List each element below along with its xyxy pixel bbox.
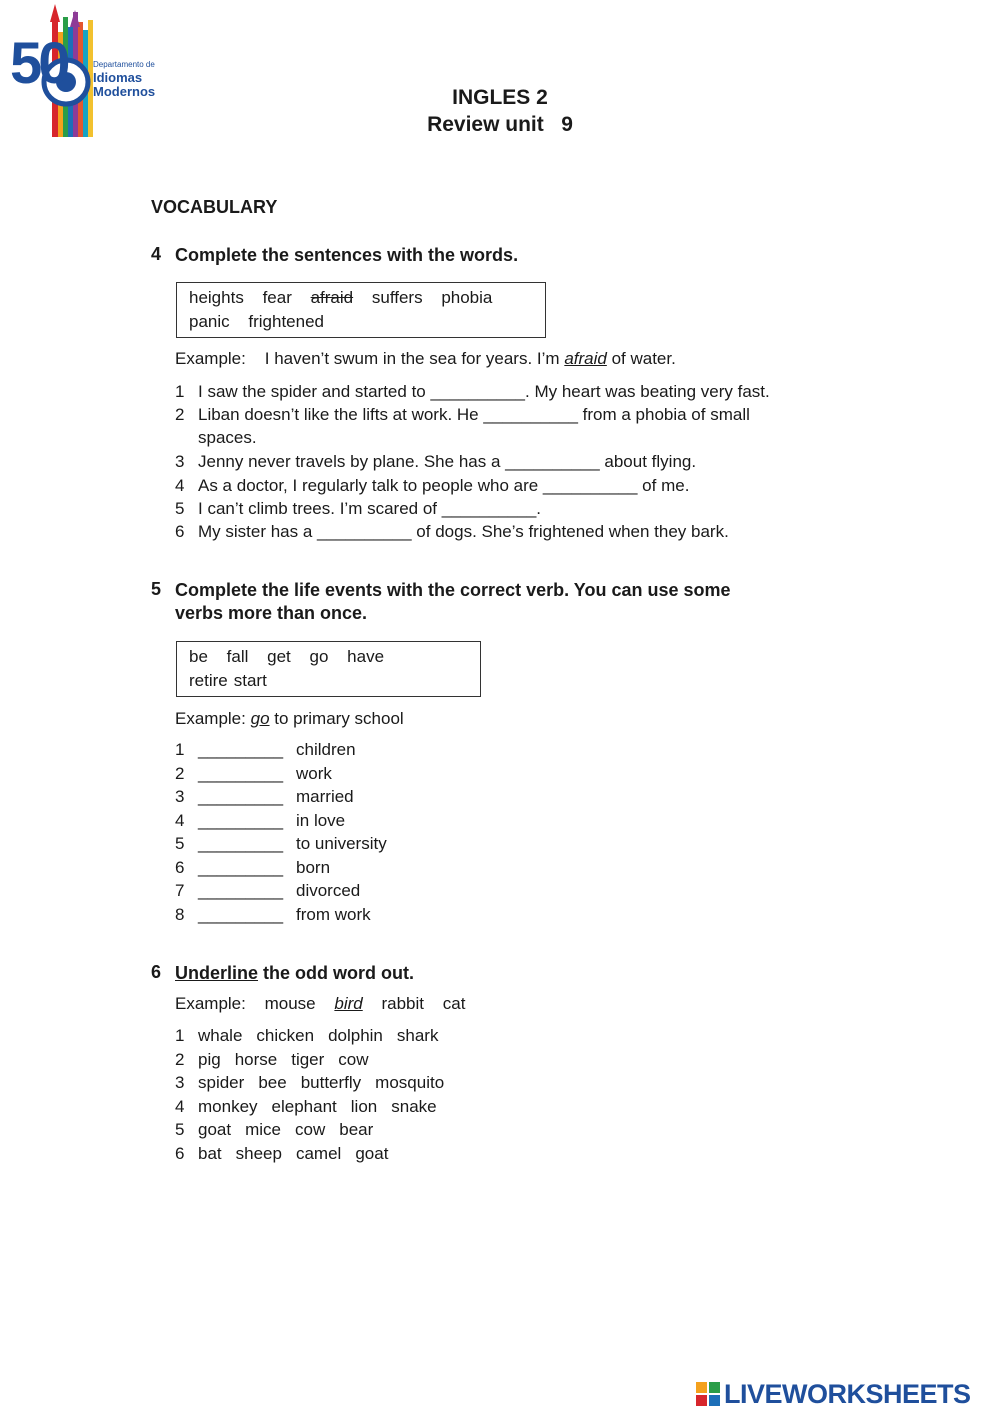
odd-word-option[interactable]: lion [350, 1097, 378, 1116]
item-number: 7 [175, 881, 185, 900]
item-number: 6 [175, 1144, 185, 1163]
q6-item-3 [198, 1073, 458, 1093]
logo-number: 50 [10, 31, 67, 96]
item-number: 1 [175, 382, 185, 401]
odd-word-option[interactable]: bear [339, 1120, 374, 1139]
item-number: 4 [175, 476, 185, 495]
word-chip: retire [189, 671, 228, 690]
q4-item-4: As a doctor, I regularly talk to people who are __________ of me. [198, 476, 690, 495]
page-subtitle: Review unit 9 [427, 113, 573, 136]
item-number: 1 [175, 1026, 185, 1045]
odd-word-option[interactable]: whale [198, 1026, 243, 1045]
word-chip: have [347, 647, 385, 666]
example-word: mouse [264, 994, 316, 1013]
odd-word-option[interactable]: bee [258, 1073, 287, 1092]
q5-item-2: work [296, 764, 332, 783]
odd-word-option[interactable]: butterfly [300, 1073, 362, 1092]
q6-item-4 [198, 1097, 451, 1117]
odd-word-option[interactable]: mice [245, 1120, 281, 1139]
example-label: Example: [175, 709, 246, 728]
brand-icon [696, 1382, 720, 1406]
odd-word-option[interactable]: elephant [271, 1097, 337, 1116]
q4-item-2-cont: spaces. [198, 428, 257, 447]
q5-box-row2 [189, 669, 468, 693]
q5-box-row1 [189, 645, 468, 669]
answer-blank[interactable]: _________ [198, 787, 284, 806]
example-word: cat [442, 994, 466, 1013]
item-number: 4 [175, 811, 185, 830]
q5-item-8: from work [296, 905, 371, 924]
answer-blank[interactable]: _________ [198, 811, 284, 830]
q4-word-box [176, 282, 546, 338]
odd-word-option[interactable]: goat [198, 1120, 232, 1139]
odd-word-option[interactable]: tiger [291, 1050, 325, 1069]
example-text: I haven’t swum in the sea for years. I’m [264, 349, 560, 368]
odd-word-option[interactable]: cow [338, 1050, 369, 1069]
q4-box-row2 [189, 310, 533, 334]
example-label: Example: [175, 994, 246, 1013]
q4-item-1: I saw the spider and started to __________. My heart was beating very fast. [198, 382, 770, 401]
example-label: Example: [175, 349, 246, 368]
answer-blank[interactable]: _________ [198, 858, 284, 877]
odd-word-option[interactable]: horse [234, 1050, 278, 1069]
q6-instruction [175, 962, 414, 985]
q4-item-2: Liban doesn’t like the lifts at work. He __________ from a phobia of small [198, 405, 750, 424]
q4-example [175, 349, 676, 369]
q6-number: 6 [151, 962, 162, 982]
item-number: 2 [175, 405, 185, 424]
q5-item-7: divorced [296, 881, 361, 900]
example-answer: afraid [564, 349, 607, 368]
q5-item-5: to university [296, 834, 387, 853]
brand-text: LIVEWORKSHEETS [724, 1378, 971, 1409]
q6-instruction-rest: the odd word out. [263, 963, 415, 983]
item-number: 6 [175, 522, 185, 541]
page-title: INGLES 2 [452, 86, 548, 109]
q5-instruction-2: verbs more than once. [175, 603, 368, 623]
example-text: to primary school [274, 709, 404, 728]
q6-item-1 [198, 1026, 452, 1046]
word-chip: start [233, 671, 267, 690]
word-chip: frightened [248, 312, 324, 331]
word-chip: go [309, 647, 329, 666]
q5-item-6: born [296, 858, 331, 877]
item-number: 5 [175, 499, 185, 518]
odd-word-option[interactable]: cow [295, 1120, 326, 1139]
item-number: 3 [175, 787, 185, 806]
q4-item-3: Jenny never travels by plane. She has a __________ about flying. [198, 452, 697, 471]
word-chip-used: afraid [310, 288, 354, 307]
odd-word-option[interactable]: camel [295, 1144, 342, 1163]
odd-word-option[interactable]: spider [198, 1073, 245, 1092]
word-chip: fear [262, 288, 292, 307]
item-number: 5 [175, 834, 185, 853]
odd-word-option[interactable]: dolphin [328, 1026, 383, 1045]
liveworksheets-brand [696, 1377, 971, 1411]
answer-blank[interactable]: _________ [198, 834, 284, 853]
q5-item-1: children [296, 740, 356, 759]
answer-blank[interactable]: _________ [198, 740, 284, 759]
q4-instruction: Complete the sentences with the words. [175, 245, 519, 265]
q4-item-5: I can’t climb trees. I’m scared of __________. [198, 499, 542, 518]
example-answer: bird [334, 994, 363, 1013]
word-chip: suffers [371, 288, 423, 307]
q5-item-4: in love [296, 811, 346, 830]
q4-box-row1 [189, 286, 533, 310]
item-number: 3 [175, 452, 185, 471]
q5-number: 5 [151, 579, 162, 599]
q5-item-3: married [296, 787, 354, 806]
logo-line2: Modernos [93, 84, 156, 99]
answer-blank[interactable]: _________ [198, 764, 284, 783]
word-chip: fall [226, 647, 249, 666]
q6-example [175, 994, 479, 1014]
item-number: 5 [175, 1120, 185, 1139]
odd-word-option[interactable]: mosquito [375, 1073, 445, 1092]
example-text: of water. [611, 349, 676, 368]
item-number: 6 [175, 858, 185, 877]
q4-number: 4 [151, 244, 162, 264]
q6-item-6 [198, 1144, 402, 1164]
word-chip: be [189, 647, 208, 666]
answer-blank[interactable]: _________ [198, 881, 284, 900]
logo-line1: Idiomas [93, 70, 143, 85]
item-number: 2 [175, 764, 185, 783]
word-chip: panic [189, 312, 230, 331]
item-number: 4 [175, 1097, 185, 1116]
q5-word-box [176, 641, 481, 697]
word-chip: get [267, 647, 291, 666]
q5-instruction-1: Complete the life events with the correct verb. You can use some [175, 580, 731, 600]
odd-word-option[interactable]: monkey [198, 1097, 258, 1116]
logo-dept: Departamento de [93, 60, 155, 69]
odd-word-option[interactable]: shark [396, 1026, 439, 1045]
odd-word-option[interactable]: bat [198, 1144, 222, 1163]
vocabulary-heading: VOCABULARY [151, 197, 278, 217]
q6-item-5 [198, 1120, 387, 1140]
odd-word-option[interactable]: chicken [256, 1026, 315, 1045]
odd-word-option[interactable]: sheep [235, 1144, 282, 1163]
q5-example [175, 709, 404, 729]
item-number: 8 [175, 905, 185, 924]
word-chip: phobia [441, 288, 493, 307]
odd-word-option[interactable]: pig [198, 1050, 221, 1069]
odd-word-option[interactable]: snake [391, 1097, 437, 1116]
word-chip: heights [189, 288, 244, 307]
item-number: 1 [175, 740, 185, 759]
item-number: 2 [175, 1050, 185, 1069]
q6-instruction-underline: Underline [175, 963, 259, 983]
item-number: 3 [175, 1073, 185, 1092]
odd-word-option[interactable]: goat [355, 1144, 389, 1163]
answer-blank[interactable]: _________ [198, 905, 284, 924]
example-word: rabbit [381, 994, 424, 1013]
example-answer: go [250, 709, 270, 728]
q6-item-2 [198, 1050, 383, 1070]
q4-item-6: My sister has a __________ of dogs. She’s frightened when they bark. [198, 522, 729, 541]
